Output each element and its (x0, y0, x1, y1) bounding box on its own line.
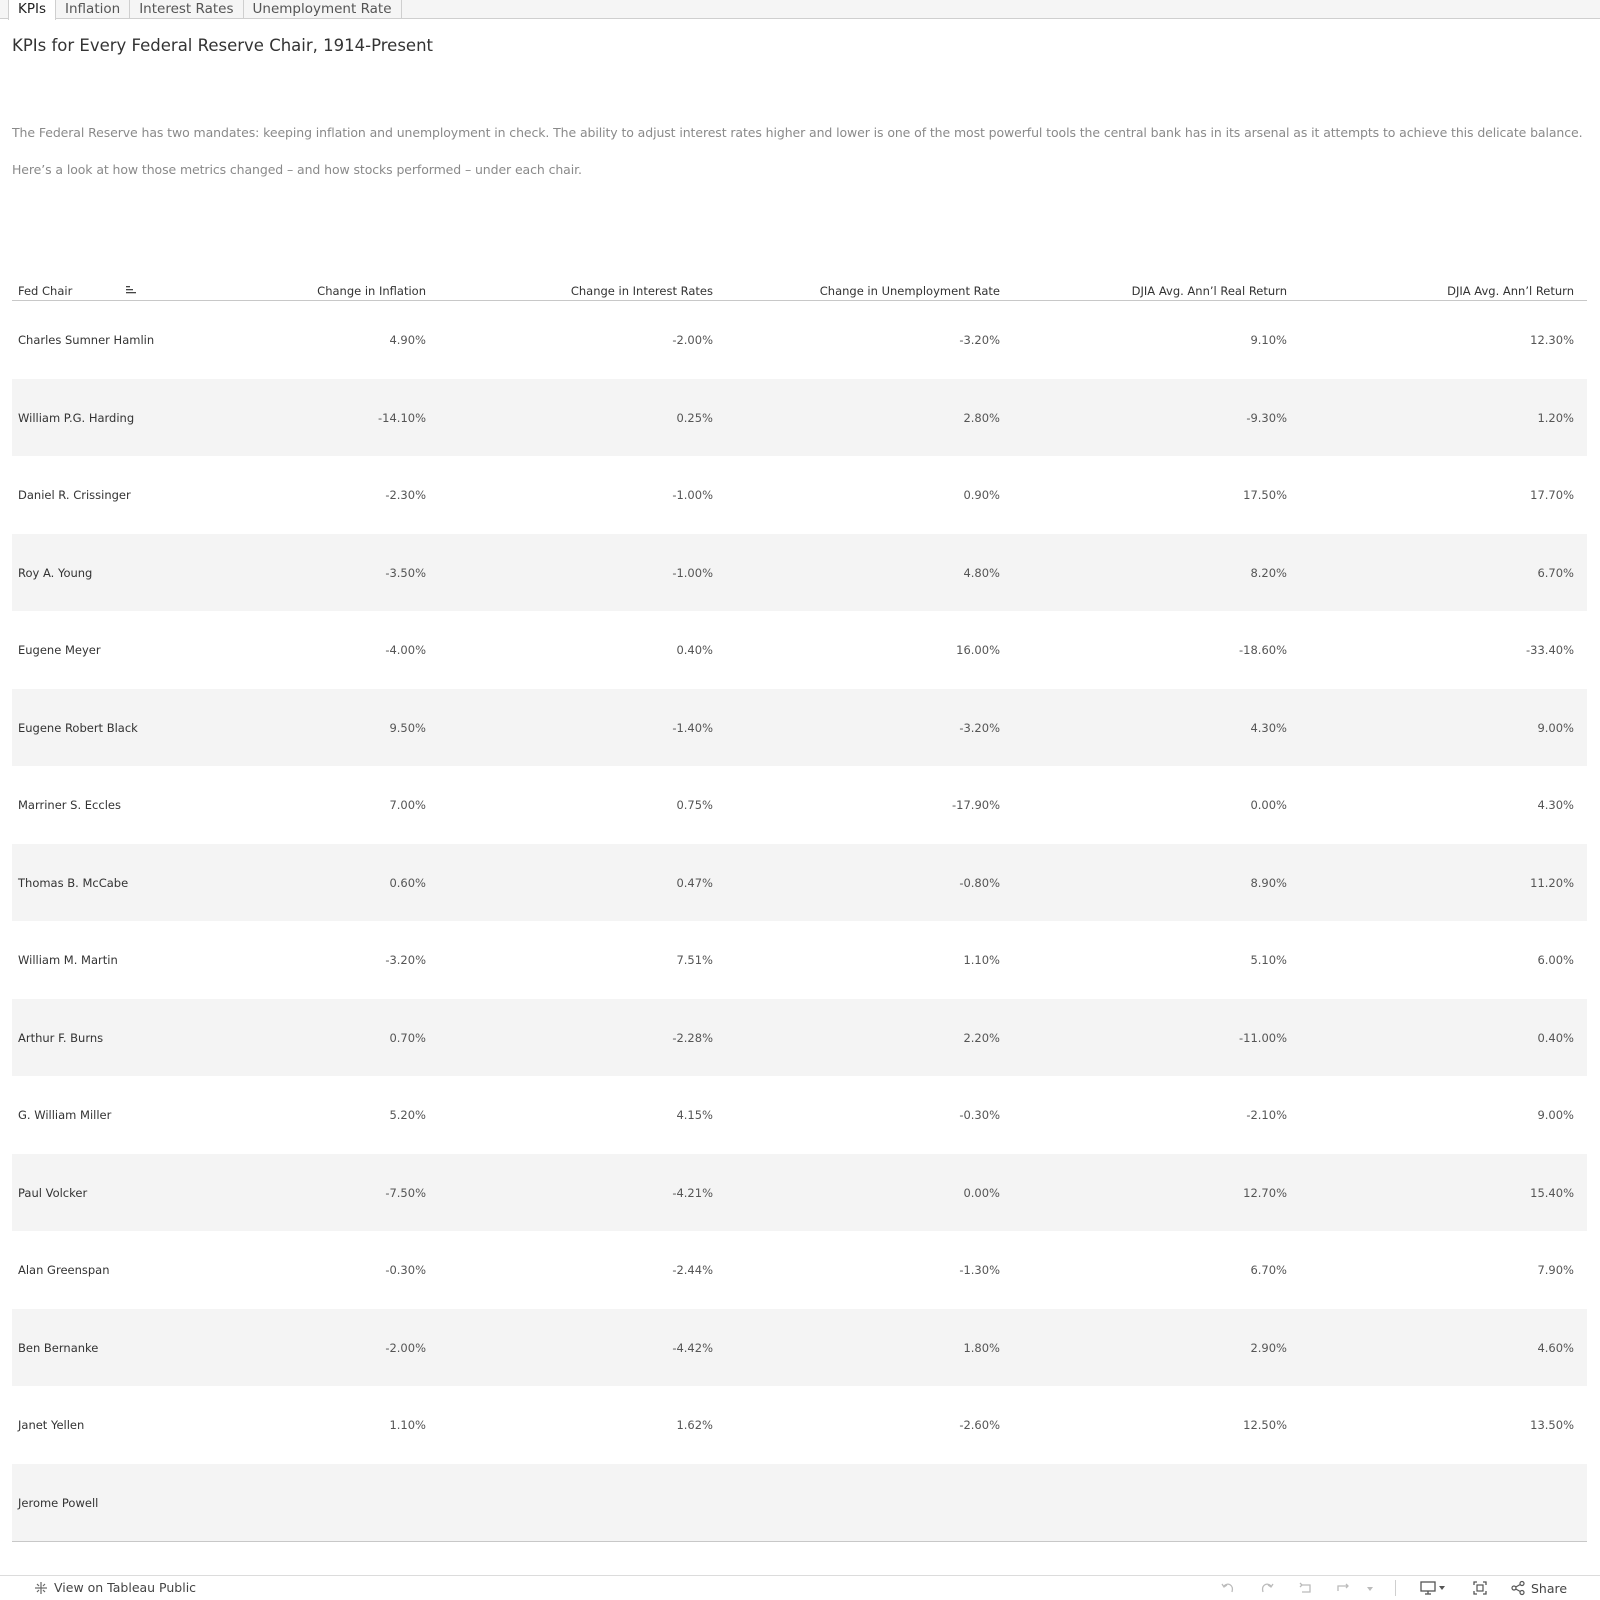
cell-fed-chair: Daniel R. Crissinger (18, 488, 131, 502)
tab-kpis[interactable]: KPIs (8, 0, 56, 20)
cell-fed-chair: Arthur F. Burns (18, 1030, 104, 1045)
cell-change-in-inflation: 7.00% (389, 798, 426, 812)
cell-change-in-interest-rates: 0.47% (676, 875, 713, 890)
undo-icon[interactable] (1220, 1580, 1236, 1596)
cell-fed-chair: Ben Bernanke (18, 1340, 99, 1355)
column-header-change-in-inflation[interactable]: Change in Inflation (317, 284, 426, 298)
fullscreen-icon[interactable] (1472, 1580, 1488, 1596)
table-row[interactable] (12, 921, 1587, 999)
cell-change-in-inflation: -2.30% (385, 488, 426, 502)
tab-inflation[interactable]: Inflation (56, 0, 130, 19)
table-row[interactable] (12, 689, 1587, 767)
cell-djia-real-return: -2.10% (1246, 1108, 1287, 1122)
tab-bar (0, 0, 1600, 19)
redo-icon[interactable] (1259, 1580, 1275, 1596)
dropdown-icon[interactable] (1366, 1580, 1374, 1596)
cell-fed-chair: G. William Miller (18, 1108, 112, 1122)
table-row[interactable] (12, 301, 1587, 379)
cell-change-in-interest-rates: -2.00% (672, 333, 713, 347)
cell-djia-return: 15.40% (1530, 1185, 1574, 1200)
toolbar-separator (1395, 1580, 1396, 1596)
cell-djia-real-return: 12.70% (1243, 1185, 1287, 1200)
share-label: Share (1531, 1580, 1568, 1596)
table-row[interactable] (12, 456, 1587, 534)
column-header-djia-real-return[interactable]: DJIA Avg. Ann’l Real Return (1131, 284, 1287, 298)
view-link-label: View on Tableau Public (54, 1580, 197, 1595)
cell-change-in-inflation: 5.20% (389, 1108, 426, 1122)
cell-change-in-inflation: 4.90% (389, 333, 426, 347)
cell-change-in-unemployment-rate: -0.80% (959, 875, 1000, 890)
cell-change-in-inflation: 0.70% (389, 1030, 426, 1045)
cell-change-in-unemployment-rate: -2.60% (959, 1418, 1000, 1432)
cell-djia-real-return: 6.70% (1250, 1263, 1287, 1277)
table-row[interactable] (12, 534, 1587, 612)
cell-djia-return: 12.30% (1530, 333, 1574, 347)
cell-djia-real-return: -9.30% (1246, 410, 1287, 425)
table-row[interactable] (12, 1309, 1587, 1387)
cell-change-in-unemployment-rate: 0.00% (963, 1185, 1000, 1200)
cell-change-in-inflation: -3.50% (385, 565, 426, 580)
cell-change-in-interest-rates: -4.21% (672, 1185, 713, 1200)
share-button[interactable] (1510, 1580, 1567, 1596)
cell-change-in-unemployment-rate: 2.80% (963, 410, 1000, 425)
table-row[interactable] (12, 999, 1587, 1077)
cell-djia-return: 4.60% (1537, 1340, 1574, 1355)
cell-fed-chair: Eugene Robert Black (18, 720, 138, 735)
table-header (12, 277, 1587, 301)
cell-change-in-unemployment-rate: -0.30% (959, 1108, 1000, 1122)
cell-change-in-interest-rates: -2.28% (672, 1030, 713, 1045)
tableau-logo-icon (34, 1581, 48, 1595)
cell-change-in-interest-rates: -1.00% (672, 565, 713, 580)
cell-djia-real-return: 0.00% (1250, 798, 1287, 812)
cell-djia-return: 9.00% (1537, 1108, 1574, 1122)
cell-change-in-inflation: -2.00% (385, 1340, 426, 1355)
cell-djia-real-return: 9.10% (1250, 333, 1287, 347)
table-bottom-border (12, 1541, 1587, 1542)
table-row[interactable] (12, 844, 1587, 922)
table-row[interactable] (12, 1231, 1587, 1309)
page-title: KPIs for Every Federal Reserve Chair, 1914-Present (12, 36, 433, 55)
column-header-djia-return[interactable]: DJIA Avg. Ann’l Return (1447, 284, 1574, 298)
cell-change-in-interest-rates: 4.15% (676, 1108, 713, 1122)
tabs (8, 0, 402, 19)
cell-change-in-interest-rates: 7.51% (676, 953, 713, 967)
share-icon (1510, 1580, 1526, 1596)
cell-change-in-inflation: 0.60% (389, 875, 426, 890)
cell-djia-real-return: 17.50% (1243, 488, 1287, 502)
table-row[interactable] (12, 1386, 1587, 1464)
cell-djia-return: 6.00% (1537, 953, 1574, 967)
cell-fed-chair: Jerome Powell (18, 1495, 99, 1510)
cell-djia-return: 0.40% (1537, 1030, 1574, 1045)
cell-change-in-inflation: -3.20% (385, 953, 426, 967)
cell-change-in-interest-rates: 1.62% (676, 1418, 713, 1432)
cell-change-in-interest-rates: 0.75% (676, 798, 713, 812)
cell-fed-chair: Thomas B. McCabe (18, 875, 129, 890)
cell-change-in-unemployment-rate: 0.90% (963, 488, 1000, 502)
cell-djia-real-return: -11.00% (1239, 1030, 1287, 1045)
cell-djia-return: 4.30% (1537, 798, 1574, 812)
description-paragraph-1: The Federal Reserve has two mandates: keeping inflation and unemployment in check. The ability to adjust interest rates higher and lower is one of the most powerful tools the central bank has in its arsenal as it attempts to achieve this delicate balance. (12, 125, 1583, 140)
cell-change-in-inflation: 1.10% (389, 1418, 426, 1432)
cell-change-in-unemployment-rate: -1.30% (959, 1263, 1000, 1277)
refresh-icon[interactable] (1336, 1580, 1352, 1596)
sort-icon[interactable] (125, 281, 137, 293)
description-paragraph-2: Here’s a look at how those metrics changed – and how stocks performed – under each chair. (12, 162, 582, 177)
cell-fed-chair: Eugene Meyer (18, 643, 101, 657)
cell-change-in-unemployment-rate: -3.20% (959, 333, 1000, 347)
cell-djia-real-return: 4.30% (1250, 720, 1287, 735)
cell-djia-return: 9.00% (1537, 720, 1574, 735)
cell-djia-return: 13.50% (1530, 1418, 1574, 1432)
cell-fed-chair: Roy A. Young (18, 565, 93, 580)
table-row[interactable] (12, 611, 1587, 689)
table-row[interactable] (12, 1154, 1587, 1232)
cell-change-in-unemployment-rate: -17.90% (952, 798, 1000, 812)
cell-fed-chair: William M. Martin (18, 953, 118, 967)
column-header-fed-chair[interactable]: Fed Chair (18, 284, 73, 298)
cell-change-in-unemployment-rate: 16.00% (956, 643, 1000, 657)
cell-change-in-unemployment-rate: 1.80% (963, 1340, 1000, 1355)
cell-djia-return: 1.20% (1537, 410, 1574, 425)
cell-djia-return: 7.90% (1537, 1263, 1574, 1277)
view-on-tableau-public-link[interactable] (34, 1580, 196, 1595)
cell-fed-chair: Janet Yellen (18, 1418, 85, 1432)
cell-change-in-inflation: -4.00% (385, 643, 426, 657)
cell-change-in-interest-rates: -1.00% (672, 488, 713, 502)
cell-change-in-inflation: -14.10% (378, 410, 426, 425)
cell-change-in-inflation: -0.30% (385, 1263, 426, 1277)
column-header-change-in-interest-rates[interactable]: Change in Interest Rates (570, 284, 713, 298)
cell-fed-chair: Paul Volcker (18, 1185, 88, 1200)
cell-change-in-unemployment-rate: -3.20% (959, 720, 1000, 735)
column-header-change-in-unemployment-rate[interactable]: Change in Unemployment Rate (819, 284, 1000, 298)
cell-fed-chair: Alan Greenspan (18, 1263, 110, 1277)
tab-unemployment-rate[interactable]: Unemployment Rate (244, 0, 402, 19)
download-icon[interactable] (1420, 1580, 1448, 1596)
cell-change-in-interest-rates: -4.42% (672, 1340, 713, 1355)
cell-djia-return: 11.20% (1530, 875, 1574, 890)
table-body (12, 301, 1587, 1541)
cell-fed-chair: Charles Sumner Hamlin (18, 333, 155, 347)
cell-djia-real-return: -18.60% (1239, 643, 1287, 657)
cell-fed-chair: William P.G. Harding (18, 410, 135, 425)
cell-change-in-unemployment-rate: 1.10% (963, 953, 1000, 967)
tab-interest-rates[interactable]: Interest Rates (130, 0, 243, 19)
cell-change-in-interest-rates: 0.40% (676, 643, 713, 657)
cell-djia-real-return: 12.50% (1243, 1418, 1287, 1432)
cell-djia-real-return: 8.90% (1250, 875, 1287, 890)
table-row[interactable] (12, 1464, 1587, 1542)
cell-change-in-unemployment-rate: 4.80% (963, 565, 1000, 580)
cell-fed-chair: Marriner S. Eccles (18, 798, 121, 812)
cell-djia-real-return: 8.20% (1250, 565, 1287, 580)
cell-change-in-interest-rates: -2.44% (672, 1263, 713, 1277)
cell-change-in-inflation: -7.50% (385, 1185, 426, 1200)
cell-change-in-interest-rates: 0.25% (676, 410, 713, 425)
kpi-table (12, 277, 1587, 1542)
table-row[interactable] (12, 1076, 1587, 1154)
cell-change-in-interest-rates: -1.40% (672, 720, 713, 735)
cell-djia-return: 17.70% (1530, 488, 1574, 502)
table-row[interactable] (12, 379, 1587, 457)
cell-change-in-inflation: 9.50% (389, 720, 426, 735)
cell-change-in-unemployment-rate: 2.20% (963, 1030, 1000, 1045)
table-row[interactable] (12, 766, 1587, 844)
cell-djia-return: 6.70% (1537, 565, 1574, 580)
cell-djia-return: -33.40% (1526, 643, 1574, 657)
revert-icon[interactable] (1298, 1580, 1314, 1596)
footer-toolbar (0, 1575, 1600, 1600)
cell-djia-real-return: 5.10% (1250, 953, 1287, 967)
cell-djia-real-return: 2.90% (1250, 1340, 1287, 1355)
